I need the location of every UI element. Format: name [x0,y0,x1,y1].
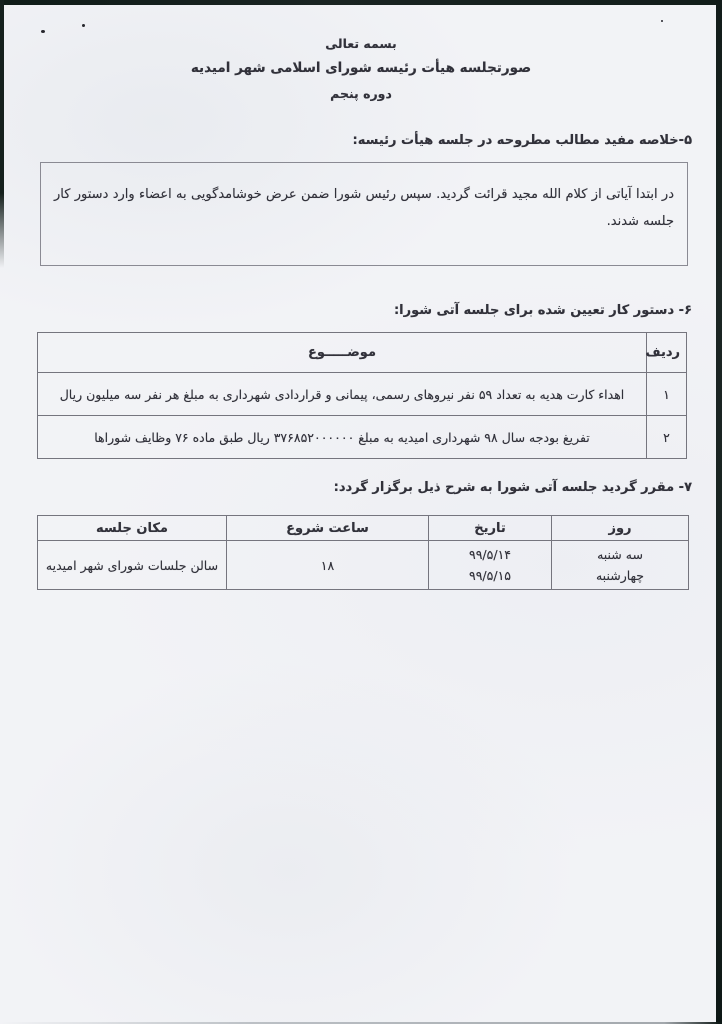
next-meeting-table [37,515,689,590]
agenda-row-2-subject: تفریغ بودجه سال ۹۸ شهرداری امیدیه به مبلغ ۳۷۶۸۵۲۰۰۰۰۰۰ ریال طبق ماده ۷۶ وظایف شوراها [38,416,647,459]
schedule-date-line-2: ۹۹/۵/۱۵ [469,568,511,583]
section5-heading: ۵-خلاصه مفید مطالب مطروحه در جلسه هیأت رئیسه: [352,133,692,148]
schedule-day-line-2: چهارشنبه [595,568,645,583]
agenda-table [37,332,687,459]
term-text: دوره پنجم [330,86,392,101]
schedule-col-header-day: روز [552,516,689,541]
table-row [38,416,687,459]
bismillah-text: بسمه تعالی [325,36,397,51]
scan-edge-right [716,0,722,1024]
section6-heading: ۶- دستور کار تعیین شده برای جلسه آتی شورا: [393,303,692,318]
schedule-day-line-1: سه شنبه [597,547,643,562]
section5-summary-box [40,162,688,266]
schedule-col-header-date: تاریخ [429,516,552,541]
schedule-start-time-cell: ۱۸ [227,541,429,590]
schedule-location-cell: سالن جلسات شورای شهر امیدیه [38,541,227,590]
scan-edge-top [0,0,722,5]
document-header [0,36,722,101]
scan-speck [82,24,85,27]
schedule-date-cell [429,541,552,590]
scan-speck [41,30,45,33]
agenda-row-2-number: ۲ [647,416,687,459]
agenda-row-1-subject: اهداء کارت هدیه به تعداد ۵۹ نفر نیروهای رسمی، پیمانی و قراردادی شهرداری به مبلغ هر نفر سه میلیون ریال [38,373,647,416]
section5-summary-text: در ابتدا آیاتی از کلام الله مجید قرائت گردید. سپس رئیس شورا ضمن عرض خوشامدگویی به اعضاء وارد دستور کار جلسه شدند. [54,187,674,229]
table-row [38,541,689,590]
agenda-row-1-number: ۱ [647,373,687,416]
agenda-col-header-subject: موضـــــوع [38,333,647,373]
schedule-col-header-start-time: ساعت شروع [227,516,429,541]
schedule-header-row [38,516,689,541]
section7-heading: ۷- مقرر گردید جلسه آتی شورا به شرح ذیل برگزار گردد: [333,480,692,495]
schedule-day-cell [552,541,689,590]
scan-edge-left [0,0,4,268]
agenda-col-header-row-number: ردیف [647,333,687,373]
schedule-date-line-1: ۹۹/۵/۱۴ [469,547,511,562]
scan-speck [661,20,663,22]
schedule-col-header-location: مکان جلسه [38,516,227,541]
table-row [38,373,687,416]
agenda-header-row [38,333,687,373]
document-title: صورتجلسه هیأت رئیسه شورای اسلامی شهر امیدیه [190,60,532,76]
